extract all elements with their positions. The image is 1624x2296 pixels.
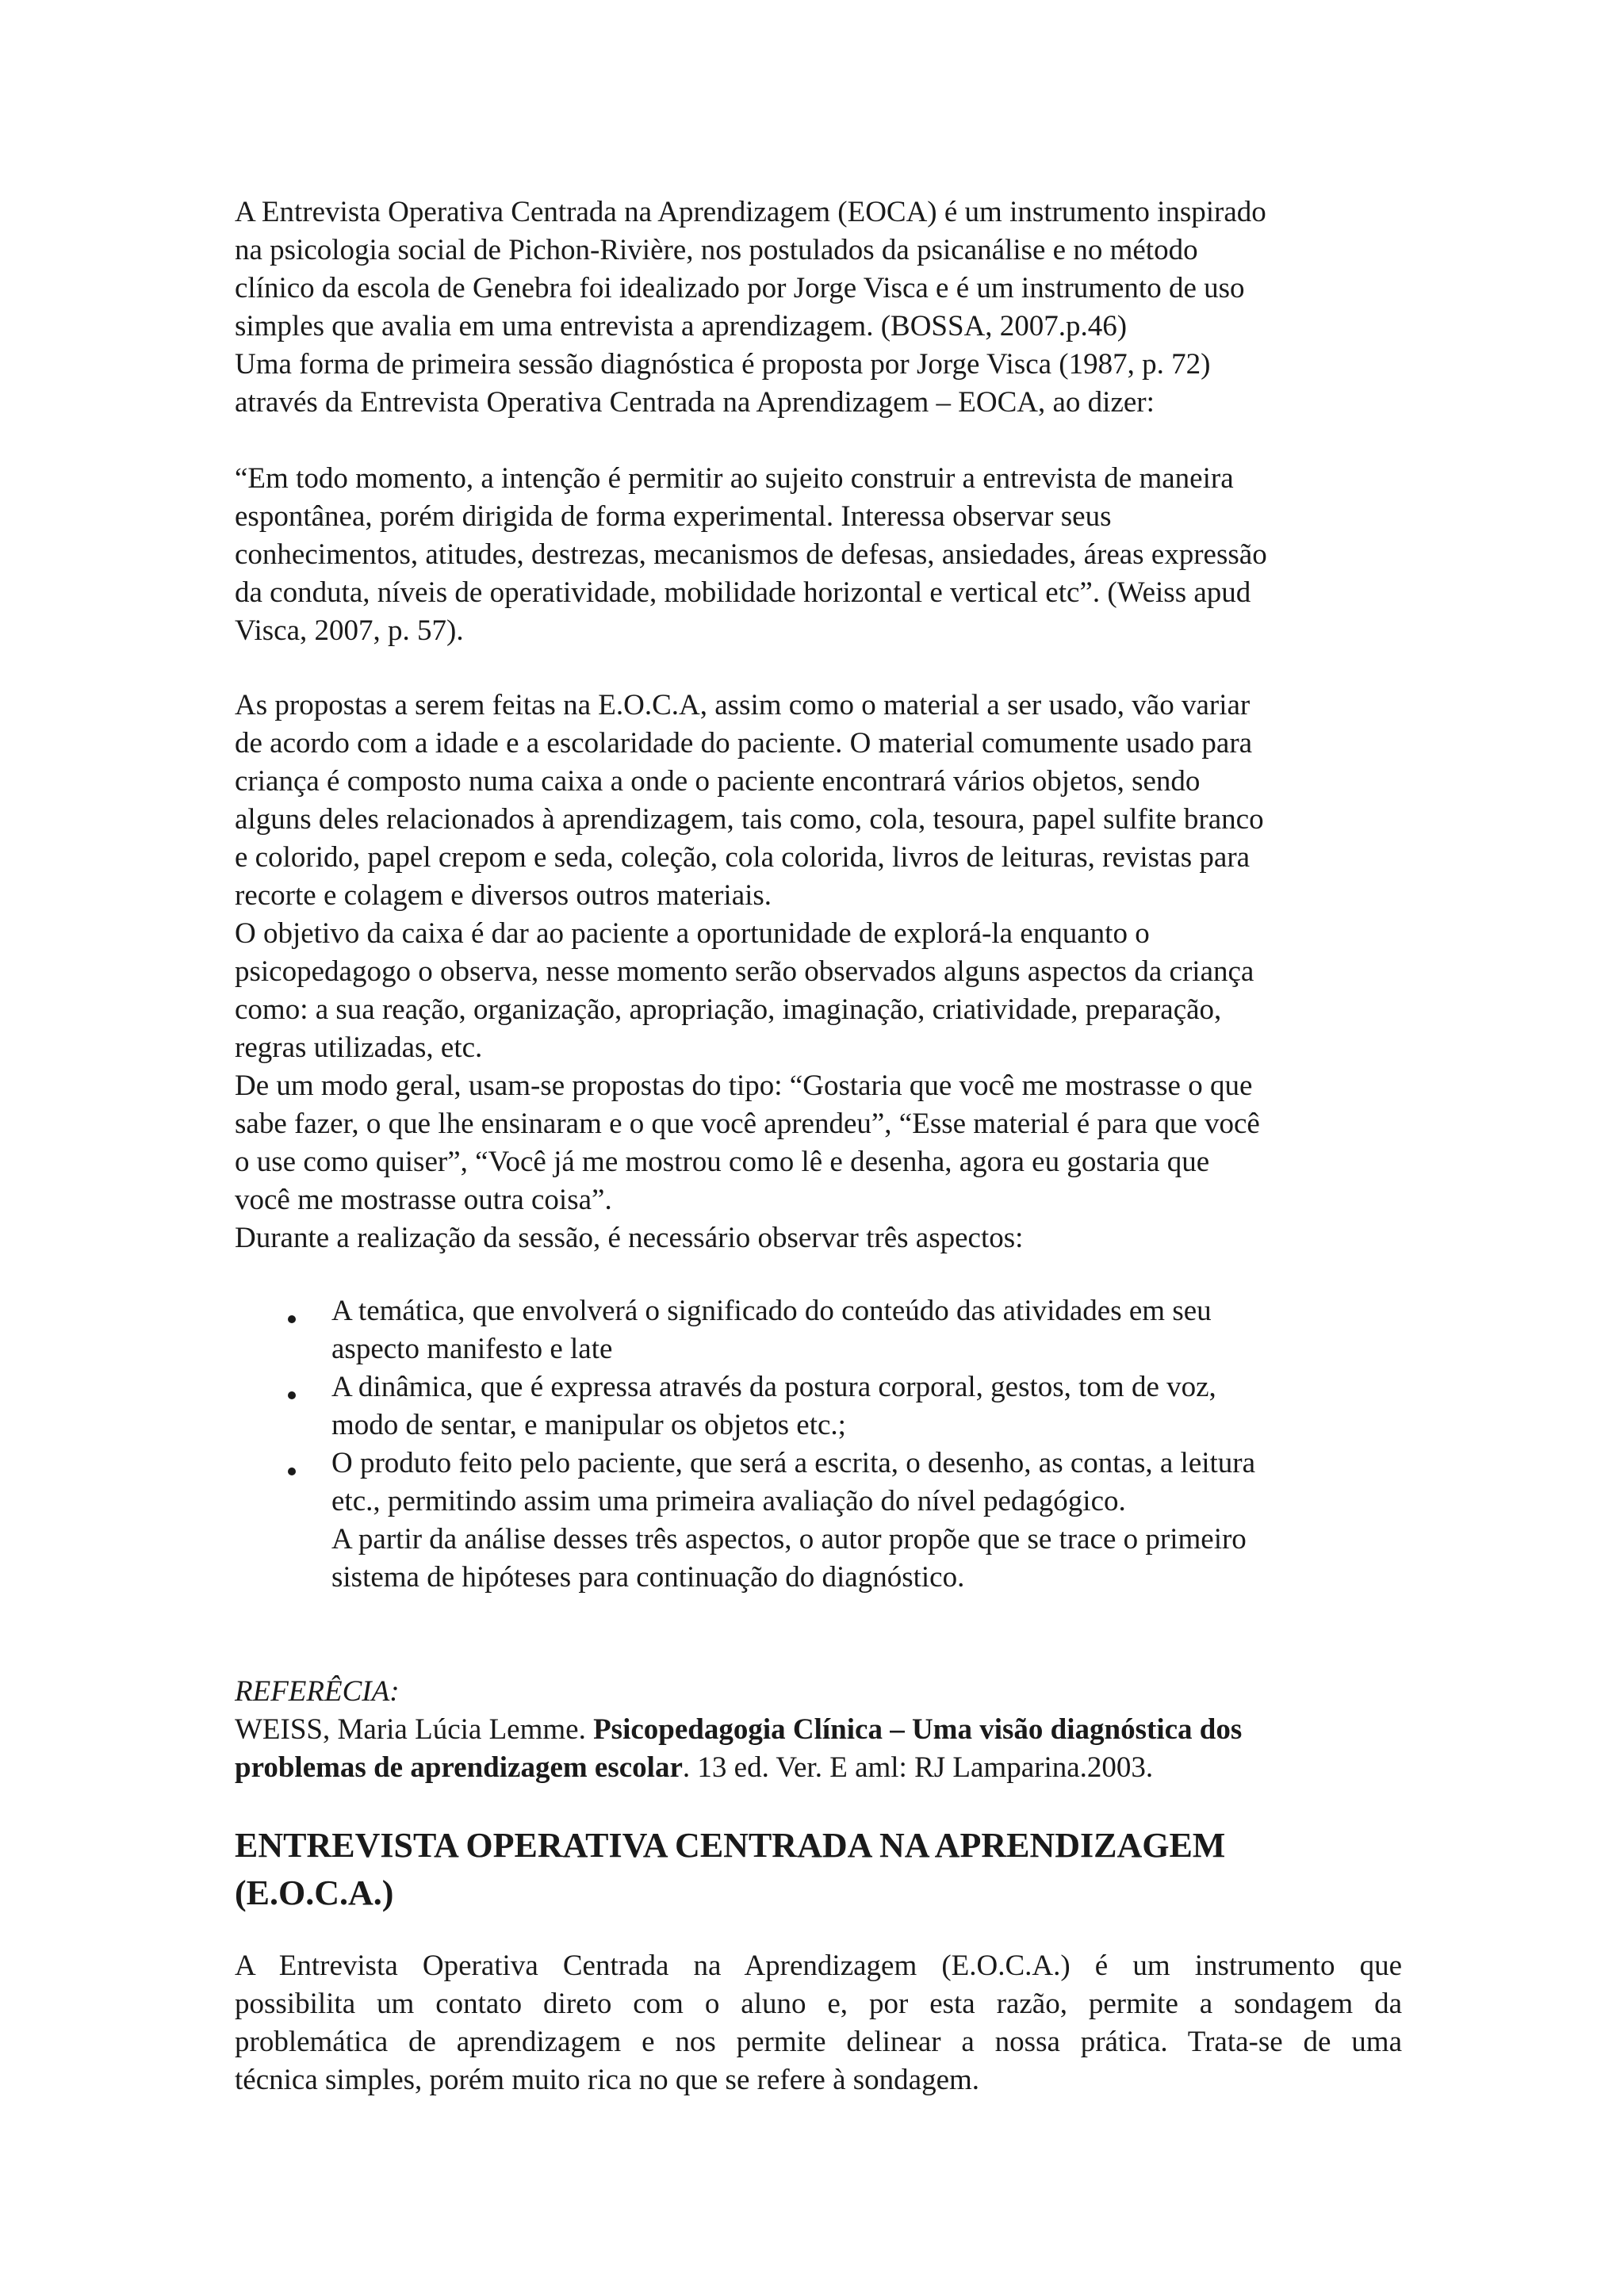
text-line: através da Entrevista Operativa Centrada na Aprendizagem – EOCA, ao dizer: — [235, 386, 1155, 419]
text-line: espontânea, porém dirigida de forma experimental. Interessa observar seus — [235, 500, 1112, 533]
section-heading — [235, 1822, 1225, 1917]
text-line: De um modo geral, usam-se propostas do tipo: “Gostaria que você me mostrasse o que — [235, 1070, 1253, 1102]
text-line: clínico da escola de Genebra foi idealizado por Jorge Visca e é um instrumento de uso — [235, 272, 1245, 304]
text-line: psicopedagogo o observa, nesse momento serão observados alguns aspectos da criança — [235, 955, 1254, 988]
text-line: na psicologia social de Pichon-Rivière, nos postulados da psicanálise e no método — [235, 234, 1198, 266]
text-line: Visca, 2007, p. 57). — [235, 614, 464, 647]
reference-line — [235, 1749, 1242, 1787]
text-line: possibilita um contato direto com o aluno e, por esta razão, permite a sondagem da — [235, 1988, 1402, 2020]
text-line: Uma forma de primeira sessão diagnóstica é proposta por Jorge Visca (1987, p. 72) — [235, 348, 1211, 381]
reference-section — [235, 1673, 1242, 1787]
materials-paragraph — [235, 687, 1264, 1257]
list-item — [331, 1292, 1212, 1368]
text-line: “Em todo momento, a intenção é permitir ao sujeito construir a entrevista de maneira — [235, 462, 1234, 495]
text-line: O objetivo da caixa é dar ao paciente a oportunidade de explorá-la enquanto o — [235, 917, 1150, 950]
bullet-icon — [288, 1468, 296, 1475]
text-line: modo de sentar, e manipular os objetos etc.; — [331, 1409, 846, 1441]
list-item — [331, 1445, 1255, 1597]
text-line: simples que avalia em uma entrevista a aprendizagem. (BOSSA, 2007.p.46) — [235, 310, 1128, 342]
text-line: de acordo com a idade e a escolaridade do paciente. O material comumente usado para — [235, 727, 1253, 760]
text-line: As propostas a serem feitas na E.O.C.A, assim como o material a ser usado, vão variar — [235, 689, 1251, 721]
reference-label: REFERÊCIA: — [235, 1675, 400, 1708]
text-line: sistema de hipóteses para continuação do diagnóstico. — [331, 1561, 965, 1594]
reference-publisher: . 13 ed. Ver. E aml: RJ Lamparina.2003. — [682, 1751, 1154, 1784]
quote-paragraph — [235, 460, 1267, 650]
bullet-icon — [288, 1391, 296, 1399]
text-line: A dinâmica, que é expressa através da postura corporal, gestos, tom de voz, — [331, 1371, 1216, 1403]
text-line: e colorido, papel crepom e seda, coleção, cola colorida, livros de leituras, revistas para — [235, 841, 1251, 874]
text-line: você me mostrasse outra coisa”. — [235, 1184, 612, 1216]
intro-paragraph — [235, 193, 1266, 422]
text-line: como: a sua reação, organização, apropriação, imaginação, criatividade, preparação, — [235, 993, 1222, 1026]
reference-title: Psicopedagogia Clínica – Uma visão diagnóstica dos — [593, 1713, 1243, 1746]
heading-line: ENTREVISTA OPERATIVA CENTRADA NA APRENDIZAGEM — [235, 1826, 1226, 1865]
final-paragraph — [235, 1947, 1402, 2099]
text-line: A Entrevista Operativa Centrada na Aprendizagem (E.O.C.A.) é um instrumento que — [235, 1950, 1402, 1982]
text-line: recorte e colagem e diversos outros materiais. — [235, 879, 772, 912]
reference-line — [235, 1711, 1242, 1749]
text-line: da conduta, níveis de operatividade, mobilidade horizontal e vertical etc”. (Weiss apud — [235, 576, 1251, 609]
text-line: A Entrevista Operativa Centrada na Aprendizagem (EOCA) é um instrumento inspirado — [235, 196, 1266, 228]
text-line: técnica simples, porém muito rica no que se refere à sondagem. — [235, 2064, 980, 2096]
bullet-icon — [288, 1315, 296, 1323]
text-line: A partir da análise desses três aspectos, o autor propõe que se trace o primeiro — [331, 1523, 1247, 1556]
reference-title-cont: problemas de aprendizagem escolar — [235, 1751, 683, 1784]
text-line: regras utilizadas, etc. — [235, 1031, 483, 1064]
text-line: alguns deles relacionados à aprendizagem, tais como, cola, tesoura, papel sulfite branco — [235, 803, 1264, 836]
text-line: aspecto manifesto e late — [331, 1333, 613, 1365]
text-line: problemática de aprendizagem e nos permite delinear a nossa prática. Trata-se de uma — [235, 2026, 1402, 2058]
text-line: A temática, que envolverá o significado do conteúdo das atividades em seu — [331, 1295, 1212, 1327]
heading-line: (E.O.C.A.) — [235, 1873, 394, 1912]
reference-author: WEISS, Maria Lúcia Lemme. — [235, 1713, 594, 1746]
text-line: o use como quiser”, “Você já me mostrou como lê e desenha, agora eu gostaria que — [235, 1146, 1210, 1178]
list-item — [331, 1368, 1216, 1445]
text-line: Durante a realização da sessão, é necessário observar três aspectos: — [235, 1222, 1024, 1254]
text-line: etc., permitindo assim uma primeira avaliação do nível pedagógico. — [331, 1485, 1126, 1517]
text-line: conhecimentos, atitudes, destrezas, mecanismos de defesas, ansiedades, áreas expressão — [235, 538, 1267, 571]
text-line: O produto feito pelo paciente, que será a escrita, o desenho, as contas, a leitura — [331, 1447, 1256, 1479]
text-line: sabe fazer, o que lhe ensinaram e o que você aprendeu”, “Esse material é para que você — [235, 1108, 1260, 1140]
text-line: criança é composto numa caixa a onde o paciente encontrará vários objetos, sendo — [235, 765, 1201, 798]
